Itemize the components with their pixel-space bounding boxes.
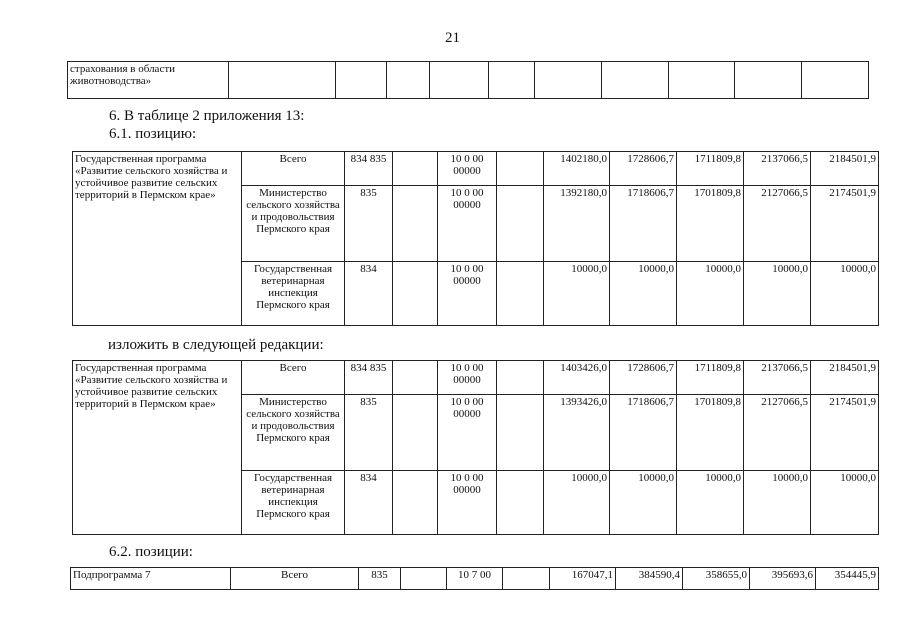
row-csr: 10 7 00: [447, 568, 503, 590]
value-5: 2174501,9: [811, 395, 879, 471]
value-5: 354445,9: [816, 568, 879, 590]
value-3: 1711809,8: [677, 152, 744, 186]
value-5: 2184501,9: [811, 152, 879, 186]
row-csr: 10 0 00 00000: [438, 262, 497, 326]
row-label: Всего: [242, 152, 345, 186]
value-2: 1728606,7: [610, 361, 677, 395]
value-2: 10000,0: [610, 471, 677, 535]
table-row: [71, 568, 879, 590]
value-1: 10000,0: [544, 262, 610, 326]
table-old: [72, 151, 879, 326]
value-2: 10000,0: [610, 262, 677, 326]
subprogram-name: Подпрограмма 7: [71, 568, 231, 590]
paragraph-6-2: 6.2. позиции:: [109, 544, 193, 560]
value-4: 2137066,5: [744, 152, 811, 186]
value-5: 10000,0: [811, 471, 879, 535]
row-code: 835: [359, 568, 401, 590]
value-1: 1392180,0: [544, 186, 610, 262]
value-4: 2137066,5: [744, 361, 811, 395]
paragraph-6-1: 6.1. позицию:: [109, 126, 197, 142]
value-3: 358655,0: [683, 568, 750, 590]
value-4: 10000,0: [744, 262, 811, 326]
row-csr: 10 0 00 00000: [438, 395, 497, 471]
row-label: Всего: [231, 568, 359, 590]
value-2: 1728606,7: [610, 152, 677, 186]
value-5: 2174501,9: [811, 186, 879, 262]
top-table-name-cell: страхования в области животноводства»: [68, 62, 229, 99]
value-2: 1718606,7: [610, 395, 677, 471]
value-3: 1711809,8: [677, 361, 744, 395]
value-4: 10000,0: [744, 471, 811, 535]
program-name: Государственная программа «Развитие сельского хозяйства и устойчивое развитие сельских территорий в Пермском крае»: [73, 152, 242, 326]
row-label: Всего: [242, 361, 345, 395]
row-code: 834: [345, 262, 393, 326]
row-csr: 10 0 00 00000: [438, 186, 497, 262]
value-1: 167047,1: [550, 568, 616, 590]
value-1: 10000,0: [544, 471, 610, 535]
row-label: Государственная ветеринарная инспекция Пермского края: [242, 471, 345, 535]
table-row: [73, 152, 879, 186]
paragraph-6: 6. В таблице 2 приложения 13:: [109, 108, 305, 124]
row-code: 834: [345, 471, 393, 535]
value-3: 1701809,8: [677, 395, 744, 471]
row-csr: 10 0 00 00000: [438, 152, 497, 186]
row-csr: 10 0 00 00000: [438, 361, 497, 395]
row-code: 835: [345, 186, 393, 262]
value-4: 2127066,5: [744, 186, 811, 262]
value-5: 2184501,9: [811, 361, 879, 395]
row-csr: 10 0 00 00000: [438, 471, 497, 535]
row-code: 834 835: [345, 361, 393, 395]
table-subprogram: [70, 567, 879, 590]
table-row: [73, 361, 879, 395]
value-3: 10000,0: [677, 262, 744, 326]
value-3: 10000,0: [677, 471, 744, 535]
row-code: 834 835: [345, 152, 393, 186]
row-label: Министерство сельского хозяйства и продовольствия Пермского края: [242, 395, 345, 471]
value-1: 1402180,0: [544, 152, 610, 186]
value-1: 1403426,0: [544, 361, 610, 395]
row-label: Государственная ветеринарная инспекция Пермского края: [242, 262, 345, 326]
table-new: [72, 360, 879, 535]
row-code: 835: [345, 395, 393, 471]
value-2: 384590,4: [616, 568, 683, 590]
program-name: Государственная программа «Развитие сельского хозяйства и устойчивое развитие сельских территорий в Пермском крае»: [73, 361, 242, 535]
row-label: Министерство сельского хозяйства и продовольствия Пермского края: [242, 186, 345, 262]
paragraph-new-edition: изложить в следующей редакции:: [108, 337, 324, 353]
value-2: 1718606,7: [610, 186, 677, 262]
value-3: 1701809,8: [677, 186, 744, 262]
top-table: [67, 61, 869, 99]
value-5: 10000,0: [811, 262, 879, 326]
value-4: 395693,6: [750, 568, 816, 590]
value-1: 1393426,0: [544, 395, 610, 471]
page-number: 21: [445, 30, 460, 46]
value-4: 2127066,5: [744, 395, 811, 471]
